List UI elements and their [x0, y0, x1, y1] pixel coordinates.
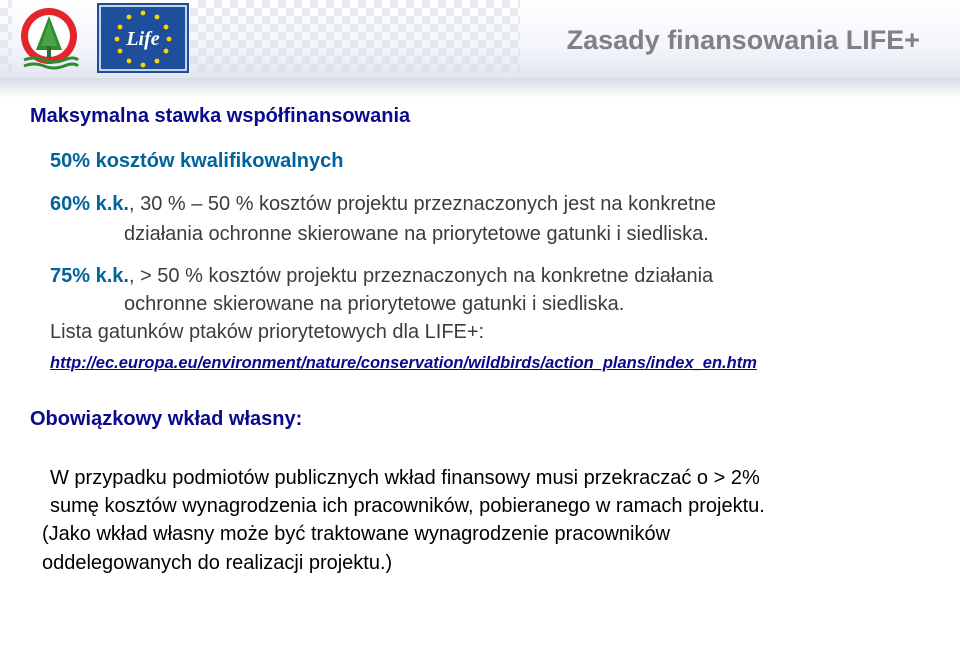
rate-item-75 [50, 262, 713, 290]
tree-logo-icon [14, 6, 84, 72]
max-rate-heading: Maksymalna stawka współfinansowania [30, 105, 411, 127]
rate-label: 60% k.k. [50, 193, 129, 215]
link-container [50, 354, 757, 373]
rate-desc: , > 50 % kosztów projektu przeznaczonych na konkretne działania [128, 265, 714, 287]
contribution-line-1: W przypadku podmiotów publicznych wkład finansowy musi przekraczać o > 2% [50, 467, 760, 489]
life-logo-text: Life [126, 28, 160, 50]
rate-item-60-cont: działania ochronne skierowane na priorytetowe gatunki i siedliska. [124, 223, 709, 245]
header-pattern [190, 0, 520, 72]
rate-item-60 [50, 190, 716, 218]
slide-header [0, 0, 960, 78]
rate-item-50 [50, 147, 343, 175]
page-title: Zasady finansowania LIFE+ [566, 25, 920, 55]
rate-label: 50% kosztów kwalifikowalnych [50, 150, 344, 172]
contribution-line-4: oddelegowanych do realizacji projektu.) [42, 552, 393, 574]
bird-list-label: Lista gatunków ptaków priorytetowych dla LIFE+: [50, 321, 485, 343]
rate-item-75-cont: ochronne skierowane na priorytetowe gatunki i siedliska. [124, 293, 625, 315]
contribution-line-3: (Jako wkład własny może być traktowane wynagrodzenie pracowników [42, 523, 671, 545]
own-contribution-heading: Obowiązkowy wkład własny: [30, 408, 303, 430]
rate-desc: , 30 % – 50 % kosztów projektu przeznaczonych jest na konkretne [128, 193, 716, 215]
life-eu-logo-icon [97, 3, 189, 73]
bird-action-plans-link[interactable]: http://ec.europa.eu/environment/nature/conservation/wildbirds/action_plans/index_en.htm [50, 354, 757, 372]
header-pattern [0, 0, 12, 72]
header-divider [0, 78, 960, 98]
rate-label: 75% k.k. [50, 265, 129, 287]
contribution-line-2: sumę kosztów wynagrodzenia ich pracowników, pobieranego w ramach projektu. [50, 495, 765, 517]
